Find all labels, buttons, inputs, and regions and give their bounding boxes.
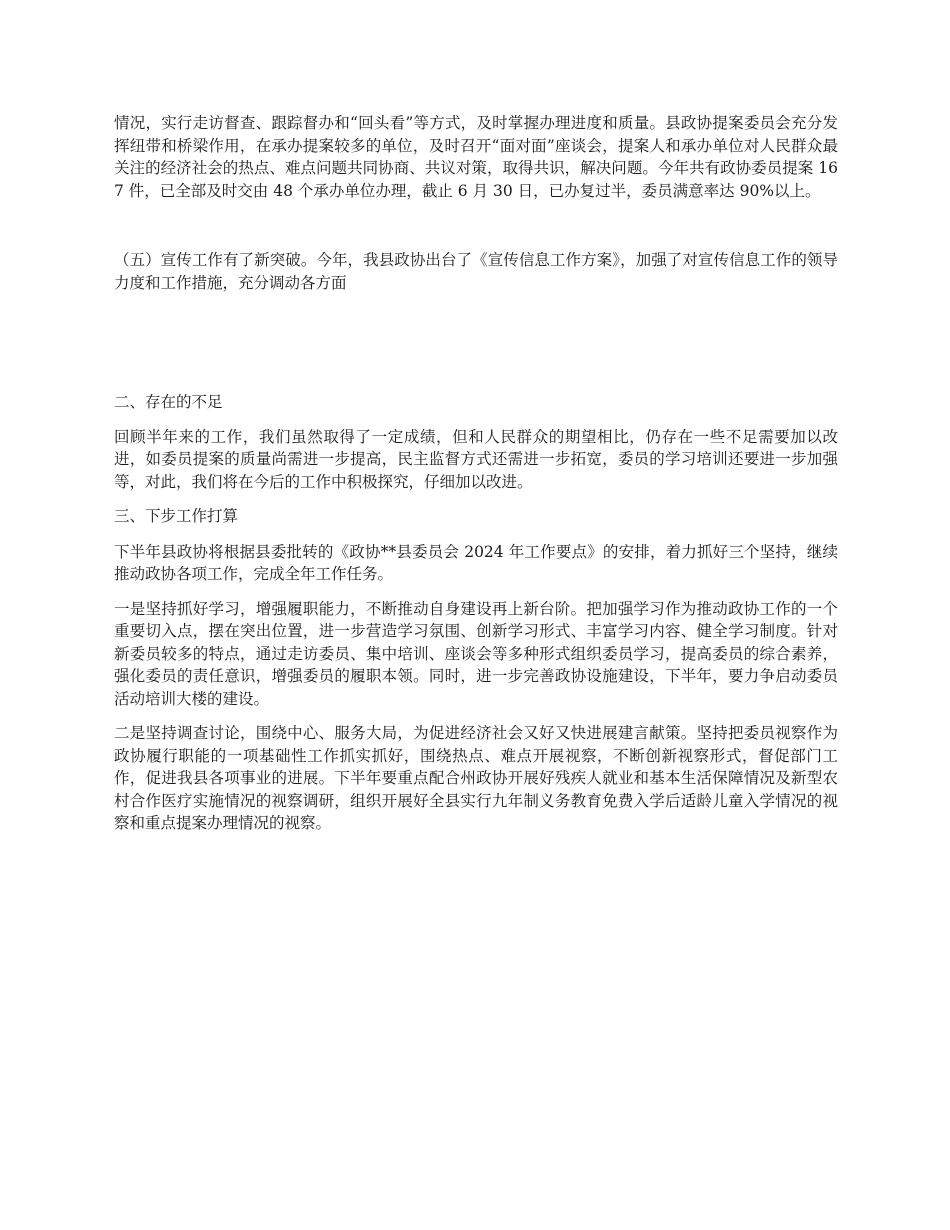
section-heading-shortcomings: 二、存在的不足 <box>114 393 223 411</box>
section-heading-next-plans: 三、下步工作打算 <box>114 507 239 525</box>
paragraph-study: 一是坚持抓好学习，增强履职能力，不断推动自身建设再上新台阶。把加强学习作为推动政协工作的一个重要切入点，摆在突出位置，进一步营造学习氛围、创新学习形式、丰富学习内容、健全学习制度。针对新委员较多的特点，通过走访委员、集中培训、座谈会等多种形式组织委员学习，提高委员的综合素养，强化委员的责任意识，增强委员的履职本领。同时，进一步完善政协设施建设，下半年，要力争启动委员活动培训大楼的建设。 <box>114 599 838 708</box>
paragraph-publicity-work: （五）宣传工作有了新突破。今年，我县政协出台了《宣传信息工作方案》，加强了对宣传信息工作的领导力度和工作措施，充分调动各方面 <box>114 251 838 292</box>
document-page <box>114 112 838 835</box>
paragraph-shortcomings: 回顾半年来的工作，我们虽然取得了一定成绩，但和人民群众的期望相比，仍存在一些不足需要加以改进，如委员提案的质量尚需进一步提高，民主监督方式还需进一步拓宽，委员的学习培训还要进一步加强等，对此，我们将在今后的工作中积极探究，仔细加以改进。 <box>114 427 838 491</box>
paragraph-proposal-handling: 情况，实行走访督查、跟踪督办和“回头看”等方式，及时掌握办理进度和质量。县政协提案委员会充分发挥纽带和桥梁作用，在承办提案较多的单位，及时召开“面对面”座谈会，提案人和承办单位对人民群众最关注的经济社会的热点、难点问题共同协商、共议对策，取得共识，解决问题。今年共有政协委员提案 167 件，已全部及时交由 48 个承办单位办理，截止 6 月 30 日，已办复过半，委员满意率达 90%以上。 <box>114 114 838 200</box>
paragraph-investigation: 二是坚持调查讨论，围绕中心、服务大局，为促进经济社会又好又快进展建言献策。坚持把委员视察作为政协履行职能的一项基础性工作抓实抓好，围绕热点、难点开展视察，不断创新视察形式，督促部门工作，促进我县各项事业的进展。下半年要重点配合州政协开展好残疾人就业和基本生活保障情况及新型农村合作医疗实施情况的视察调研，组织开展好全县实行九年制义务教育免费入学后适龄儿童入学情况的视察和重点提案办理情况的视察。 <box>114 724 838 832</box>
paragraph-next-plans-intro: 下半年县政协将根据县委批转的《政协**县委员会 2024 年工作要点》的安排，着力抓好三个坚持，继续推动政协各项工作，完成全年工作任务。 <box>114 542 838 583</box>
